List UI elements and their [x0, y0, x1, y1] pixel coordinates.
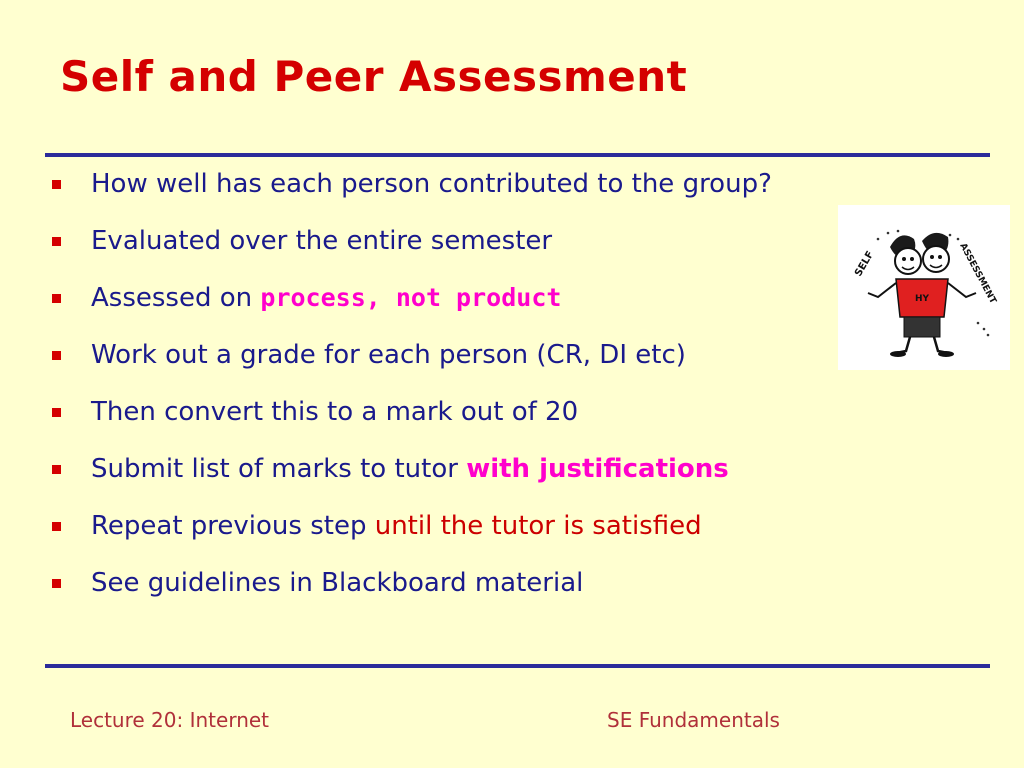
- self-assessment-cartoon: [838, 205, 1010, 370]
- cartoon-illustration: [838, 205, 1010, 370]
- bullet-item: [52, 280, 852, 337]
- square-bullet-icon: [52, 465, 61, 474]
- square-bullet-icon: [52, 408, 61, 417]
- slide-title: Self and Peer Assessment: [60, 52, 688, 101]
- bullet-text: Assessed on: [91, 283, 261, 313]
- bullet-item: [52, 394, 852, 451]
- square-bullet-icon: [52, 351, 61, 360]
- bullet-item: [52, 166, 852, 223]
- bullet-text: See guidelines in Blackboard material: [91, 568, 584, 598]
- bullet-text: Repeat previous step: [91, 511, 375, 541]
- square-bullet-icon: [52, 522, 61, 531]
- bullet-text: Submit list of marks to tutor: [91, 454, 467, 484]
- bullet-item: [52, 337, 852, 394]
- bullet-text: Work out a grade for each person (CR, DI etc): [91, 340, 686, 370]
- top-divider: [45, 153, 990, 157]
- bullet-text: How well has each person contributed to the group?: [91, 169, 772, 199]
- cartoon-label-self: SELF: [853, 249, 877, 279]
- square-bullet-icon: [52, 294, 61, 303]
- bullet-text: Then convert this to a mark out of 20: [91, 397, 579, 427]
- footer-course-label: SE Fundamentals: [607, 708, 780, 732]
- bullet-item: [52, 508, 852, 565]
- bullet-item: [52, 565, 852, 622]
- bullet-item: [52, 223, 852, 280]
- square-bullet-icon: [52, 180, 61, 189]
- bullet-text: Evaluated over the entire semester: [91, 226, 553, 256]
- bullet-item: [52, 451, 852, 508]
- bullet-highlight: until the tutor is satisfied: [374, 511, 702, 541]
- cartoon-shirt-text: HY: [914, 294, 930, 304]
- square-bullet-icon: [52, 579, 61, 588]
- square-bullet-icon: [52, 237, 61, 246]
- cartoon-label-assessment: ASSESSMENT: [957, 241, 998, 306]
- bullet-list: [52, 166, 852, 622]
- bottom-divider: [45, 664, 990, 668]
- bullet-highlight: with justifications: [466, 454, 729, 484]
- bullet-highlight: process, not product: [260, 283, 562, 312]
- footer-lecture-label: Lecture 20: Internet: [70, 708, 270, 732]
